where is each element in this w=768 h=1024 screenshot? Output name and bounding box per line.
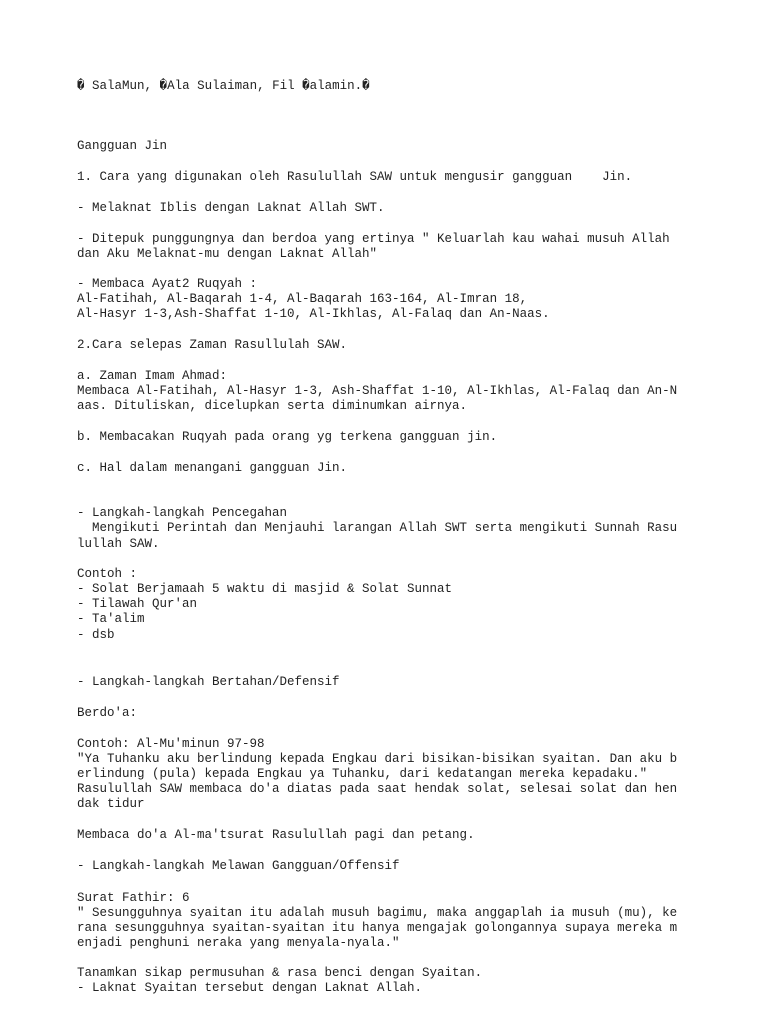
text-line: - dsb [77, 628, 115, 642]
greeting-line: � SalaMun, �Ala Sulaiman, Fil �alamin.� [77, 79, 370, 93]
text-line: 1. Cara yang digunakan oleh Rasulullah SAW untuk mengusir gangguan Jin. [77, 170, 633, 184]
text-line: - Tilawah Qur'an [77, 597, 198, 611]
text-line: - Melaknat Iblis dengan Laknat Allah SWT. [77, 201, 385, 215]
text-line: Rasulullah SAW membaca do'a diatas pada saat hendak solat, selesai solat dan hen [77, 782, 678, 796]
text-line: Membaca do'a Al-ma'tsurat Rasulullah pagi dan petang. [77, 828, 475, 842]
text-line: "Ya Tuhanku aku berlindung kepada Engkau dari bisikan-bisikan syaitan. Dan aku b [77, 752, 678, 766]
text-line: - Langkah-langkah Bertahan/Defensif [77, 675, 340, 689]
text-line: - Membaca Ayat2 Ruqyah : [77, 277, 258, 291]
text-line: lullah SAW. [77, 537, 160, 551]
text-line: rana sesungguhnya syaitan-syaitan itu hanya mengajak golongannya supaya mereka m [77, 921, 678, 935]
text-line: - Langkah-langkah Melawan Gangguan/Offensif [77, 859, 400, 873]
text-line: enjadi penghuni neraka yang menyala-nyala." [77, 936, 400, 950]
text-line: Berdo'a: [77, 706, 138, 720]
text-line: Tanamkan sikap permusuhan & rasa benci dengan Syaitan. [77, 966, 483, 980]
text-line: dak tidur [77, 797, 145, 811]
text-line: Al-Hasyr 1-3,Ash-Shaffat 1-10, Al-Ikhlas, Al-Falaq dan An-Naas. [77, 307, 550, 321]
text-line: b. Membacakan Ruqyah pada orang yg terkena gangguan jin. [77, 430, 498, 444]
text-line: " Sesungguhnya syaitan itu adalah musuh bagimu, maka anggaplah ia musuh (mu), ke [77, 906, 678, 920]
text-line: - Solat Berjamaah 5 waktu di masjid & Solat Sunnat [77, 582, 453, 596]
text-line: Surat Fathir: 6 [77, 891, 190, 905]
text-line: - Ditepuk punggungnya dan berdoa yang ertinya " Keluarlah kau wahai musuh Allah [77, 232, 670, 246]
text-line: Contoh : [77, 567, 138, 581]
text-line: - Laknat Syaitan tersebut dengan Laknat Allah. [77, 981, 423, 995]
text-line: c. Hal dalam menangani gangguan Jin. [77, 461, 348, 475]
text-line: a. Zaman Imam Ahmad: [77, 369, 228, 383]
text-line: Mengikuti Perintah dan Menjauhi larangan Allah SWT serta mengikuti Sunnah Rasu [77, 521, 678, 535]
text-line: Al-Fatihah, Al-Baqarah 1-4, Al-Baqarah 163-164, Al-Imran 18, [77, 292, 528, 306]
text-line: - Langkah-langkah Pencegahan [77, 506, 288, 520]
text-line: Contoh: Al-Mu'minun 97-98 [77, 737, 265, 751]
text-line: dan Aku Melaknat-mu dengan Laknat Allah" [77, 247, 378, 261]
text-line: erlindung (pula) kepada Engkau ya Tuhanku, dari kedatangan mereka kepadaku." [77, 767, 648, 781]
text-line: 2.Cara selepas Zaman Rasullulah SAW. [77, 338, 348, 352]
section-heading: Gangguan Jin [77, 139, 168, 153]
text-line: aas. Dituliskan, dicelupkan serta diminumkan airnya. [77, 399, 468, 413]
text-line: - Ta'alim [77, 612, 145, 626]
text-line: Membaca Al-Fatihah, Al-Hasyr 1-3, Ash-Shaffat 1-10, Al-Ikhlas, Al-Falaq dan An-N [77, 384, 678, 398]
